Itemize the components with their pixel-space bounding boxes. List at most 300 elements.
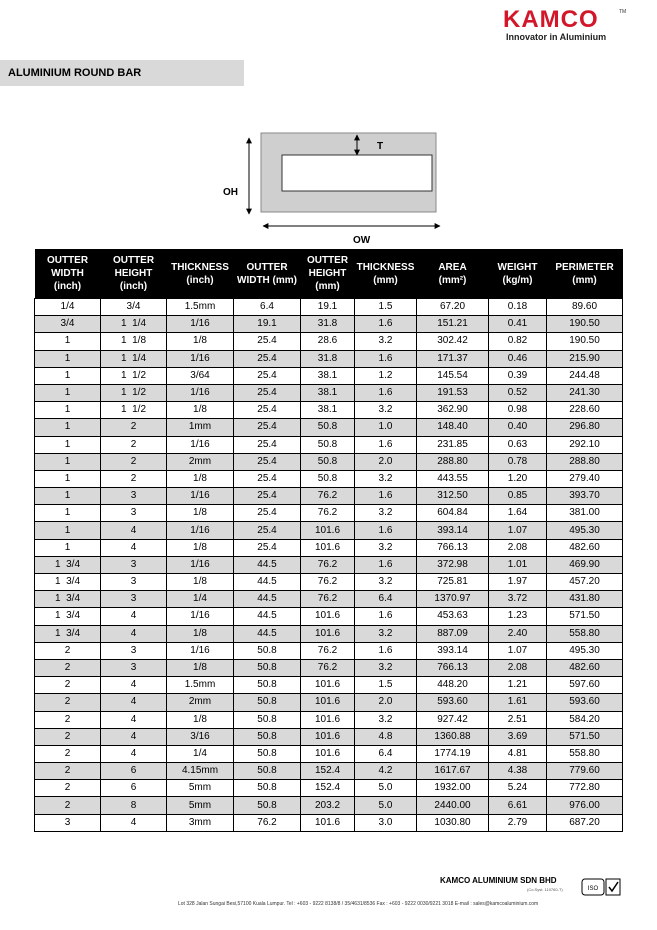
table-cell: 76.2 (301, 659, 355, 676)
table-row (35, 436, 623, 453)
table-cell: 1 1/4 (101, 316, 167, 333)
table-cell: 482.60 (547, 539, 623, 556)
column-header-line: OUTTER (306, 255, 349, 266)
table-cell: 1/16 (167, 436, 234, 453)
table-row (35, 728, 623, 745)
table-cell: 1/16 (167, 522, 234, 539)
table-cell: 312.50 (417, 488, 489, 505)
table-cell: 1/8 (167, 505, 234, 522)
table-cell: 25.4 (234, 384, 301, 401)
table-cell: 2.51 (489, 711, 547, 728)
table-cell: 593.60 (547, 694, 623, 711)
table-row (35, 608, 623, 625)
table-cell: 171.37 (417, 350, 489, 367)
table-cell: 101.6 (301, 608, 355, 625)
table-cell: 101.6 (301, 522, 355, 539)
table-cell: 1mm (167, 419, 234, 436)
table-cell: 50.8 (234, 694, 301, 711)
table-cell: 0.63 (489, 436, 547, 453)
table-cell: 1.20 (489, 470, 547, 487)
table-cell: 244.48 (547, 367, 623, 384)
table-cell: 4.8 (355, 728, 417, 745)
column-header-line: OUTTER (246, 261, 288, 273)
table-cell: 191.53 (417, 384, 489, 401)
table-cell: 1/4 (167, 745, 234, 762)
table-cell: 1.61 (489, 694, 547, 711)
table-row (35, 780, 623, 797)
table-cell: 0.85 (489, 488, 547, 505)
table-cell: 1.5mm (167, 677, 234, 694)
table-cell: 1/16 (167, 556, 234, 573)
table-cell: 89.60 (547, 299, 623, 316)
table-cell: 76.2 (234, 814, 301, 831)
table-row (35, 539, 623, 556)
table-cell: 3.2 (355, 711, 417, 728)
table-cell: 31.8 (301, 316, 355, 333)
certification-badge (581, 877, 621, 899)
table-cell: 1617.67 (417, 763, 489, 780)
column-header-line: AREA (438, 261, 467, 273)
table-cell: 1.01 (489, 556, 547, 573)
table-cell: 687.20 (547, 814, 623, 831)
column-header (417, 249, 489, 299)
column-header-line: HEIGHT (308, 268, 347, 279)
column-header (167, 249, 234, 299)
table-row (35, 316, 623, 333)
table-cell: 38.1 (301, 384, 355, 401)
table-cell: 3.2 (355, 539, 417, 556)
table-cell: 2 (35, 677, 101, 694)
table-cell: 4.15mm (167, 763, 234, 780)
table-cell: 76.2 (301, 574, 355, 591)
table-cell: 571.50 (547, 728, 623, 745)
table-row (35, 763, 623, 780)
table-cell: 3.2 (355, 625, 417, 642)
table-cell: 3mm (167, 814, 234, 831)
table-cell: 1 (35, 539, 101, 556)
table-cell: 50.8 (234, 797, 301, 814)
table-cell: 1.5 (355, 677, 417, 694)
table-cell: 44.5 (234, 625, 301, 642)
table-cell: 1/8 (167, 402, 234, 419)
table-row (35, 522, 623, 539)
table-cell: 604.84 (417, 505, 489, 522)
table-cell: 362.90 (417, 402, 489, 419)
table-cell: 25.4 (234, 453, 301, 470)
table-cell: 1.07 (489, 642, 547, 659)
table-cell: 2 (35, 659, 101, 676)
table-cell: 1.6 (355, 642, 417, 659)
table-cell: 148.40 (417, 419, 489, 436)
table-cell: 44.5 (234, 591, 301, 608)
table-cell: 3/64 (167, 367, 234, 384)
table-cell: 0.98 (489, 402, 547, 419)
table-cell: 25.4 (234, 522, 301, 539)
table-cell: 0.39 (489, 367, 547, 384)
table-row (35, 574, 623, 591)
outer-width-label: OW (353, 235, 371, 246)
table-cell: 772.80 (547, 780, 623, 797)
table-cell: 279.40 (547, 470, 623, 487)
table-cell: 3.2 (355, 505, 417, 522)
table-cell: 76.2 (301, 591, 355, 608)
table-cell: 296.80 (547, 419, 623, 436)
table-cell: 0.82 (489, 333, 547, 350)
table-cell: 4 (101, 522, 167, 539)
table-cell: 44.5 (234, 574, 301, 591)
page-title-bar (0, 60, 244, 86)
table-row (35, 453, 623, 470)
table-cell: 4 (101, 745, 167, 762)
table-cell: 571.50 (547, 608, 623, 625)
table-row (35, 488, 623, 505)
table-row (35, 642, 623, 659)
table-cell: 1 1/2 (101, 402, 167, 419)
column-header-line: THICKNESS (171, 261, 229, 273)
table-cell: 3 (101, 659, 167, 676)
table-cell: 25.4 (234, 470, 301, 487)
footer-registration: (Co.Syst. 110760-T) (527, 887, 563, 892)
table-cell: 1030.80 (417, 814, 489, 831)
table-cell: 2.40 (489, 625, 547, 642)
table-cell: 288.80 (417, 453, 489, 470)
table-cell: 4.81 (489, 745, 547, 762)
table-cell: 101.6 (301, 711, 355, 728)
table-cell: 1.6 (355, 316, 417, 333)
table-row (35, 384, 623, 401)
column-header-line: OUTTER (112, 255, 155, 266)
table-cell: 0.41 (489, 316, 547, 333)
table-cell: 101.6 (301, 539, 355, 556)
table-cell: 1.6 (355, 522, 417, 539)
table-row (35, 711, 623, 728)
table-cell: 288.80 (547, 453, 623, 470)
thickness-label: T (377, 141, 384, 152)
table-cell: 5mm (167, 780, 234, 797)
table-cell: 28.6 (301, 333, 355, 350)
table-cell: 101.6 (301, 625, 355, 642)
table-cell: 1 1/4 (101, 350, 167, 367)
table-cell: 372.98 (417, 556, 489, 573)
table-cell: 1 (35, 505, 101, 522)
table-cell: 1 3/4 (35, 574, 101, 591)
table-cell: 5.24 (489, 780, 547, 797)
table-cell: 152.4 (301, 763, 355, 780)
table-cell: 2.08 (489, 539, 547, 556)
table-cell: 766.13 (417, 539, 489, 556)
table-cell: 1.2 (355, 367, 417, 384)
table-cell: 1/4 (35, 299, 101, 316)
table-cell: 1 1/2 (101, 367, 167, 384)
table-row (35, 299, 623, 316)
table-cell: 0.40 (489, 419, 547, 436)
table-row (35, 694, 623, 711)
table-cell: 469.90 (547, 556, 623, 573)
table-cell: 38.1 (301, 402, 355, 419)
table-cell: 76.2 (301, 642, 355, 659)
table-cell: 0.52 (489, 384, 547, 401)
table-cell: 2 (35, 694, 101, 711)
table-cell: 302.42 (417, 333, 489, 350)
table-cell: 431.80 (547, 591, 623, 608)
table-cell: 4 (101, 728, 167, 745)
table-cell: 3.2 (355, 574, 417, 591)
table-cell: 151.21 (417, 316, 489, 333)
table-cell: 2mm (167, 453, 234, 470)
table-cell: 76.2 (301, 505, 355, 522)
table-cell: 887.09 (417, 625, 489, 642)
table-cell: 558.80 (547, 625, 623, 642)
table-cell: 927.42 (417, 711, 489, 728)
column-header-line: WIDTH (51, 268, 84, 279)
table-cell: 25.4 (234, 505, 301, 522)
table-cell: 2 (101, 453, 167, 470)
table-cell: 1.6 (355, 488, 417, 505)
table-row (35, 591, 623, 608)
table-cell: 3.2 (355, 659, 417, 676)
table-cell: 3 (101, 642, 167, 659)
table-cell: 3.2 (355, 402, 417, 419)
column-header-line: (mm) (572, 274, 597, 286)
table-cell: 3.72 (489, 591, 547, 608)
table-row (35, 505, 623, 522)
table-cell: 50.8 (301, 419, 355, 436)
table-cell: 2.0 (355, 453, 417, 470)
table-cell: 495.30 (547, 522, 623, 539)
table-row (35, 350, 623, 367)
table-cell: 2 (35, 780, 101, 797)
table-cell: 50.8 (234, 728, 301, 745)
column-header (547, 249, 623, 299)
table-cell: 3.2 (355, 333, 417, 350)
table-cell: 1.6 (355, 608, 417, 625)
table-cell: 101.6 (301, 745, 355, 762)
column-header-line: (kg/m) (502, 274, 533, 286)
table-cell: 1.6 (355, 556, 417, 573)
table-cell: 0.78 (489, 453, 547, 470)
table-cell: 203.2 (301, 797, 355, 814)
table-cell: 190.50 (547, 333, 623, 350)
table-cell: 3.69 (489, 728, 547, 745)
table-cell: 4 (101, 694, 167, 711)
table-cell: 1/8 (167, 539, 234, 556)
table-cell: 50.8 (234, 642, 301, 659)
table-cell: 1 (35, 367, 101, 384)
table-cell: 19.1 (234, 316, 301, 333)
table-cell: 5.0 (355, 780, 417, 797)
table-cell: 3 (101, 591, 167, 608)
table-cell: 1932.00 (417, 780, 489, 797)
badge-text: ISO (587, 886, 599, 892)
table-cell: 1 (35, 402, 101, 419)
table-cell: 145.54 (417, 367, 489, 384)
table-cell: 2.08 (489, 659, 547, 676)
table-cell: 443.55 (417, 470, 489, 487)
table-cell: 6.4 (234, 299, 301, 316)
table-row (35, 745, 623, 762)
logo-wordmark: KAMCO (503, 6, 599, 33)
column-header (301, 249, 355, 299)
table-cell: 1.6 (355, 436, 417, 453)
kamco-logo (503, 6, 628, 46)
table-cell: 1 (35, 522, 101, 539)
table-cell: 593.60 (417, 694, 489, 711)
table-cell: 25.4 (234, 350, 301, 367)
table-cell: 4 (101, 625, 167, 642)
table-cell: 482.60 (547, 659, 623, 676)
table-cell: 4.2 (355, 763, 417, 780)
table-cell: 6.61 (489, 797, 547, 814)
footer-address: Lot 328 Jalan Sungai Besi,57100 Kuala Lumpur. Tel : +603 - 9222 8138/8 / 35/4631/8536 Fax : +603 - 9222 0030/9221 3018 E-mail : sales@kamcoaluminium.com (178, 901, 539, 907)
table-cell: 976.00 (547, 797, 623, 814)
table-cell: 5.0 (355, 797, 417, 814)
table-cell: 1/8 (167, 711, 234, 728)
table-cell: 3 (101, 556, 167, 573)
table-cell: 1 (35, 453, 101, 470)
column-header-line: (mm) (315, 281, 340, 292)
table-cell: 1 1/8 (101, 333, 167, 350)
table-cell: 44.5 (234, 556, 301, 573)
table-cell: 1/16 (167, 350, 234, 367)
footer-company: KAMCO ALUMINIUM SDN BHD (440, 876, 557, 885)
table-cell: 1/16 (167, 488, 234, 505)
table-cell: 1/16 (167, 384, 234, 401)
table-cell: 1/16 (167, 642, 234, 659)
table-cell: 2 (35, 728, 101, 745)
table-cell: 3/4 (101, 299, 167, 316)
table-cell: 1/16 (167, 608, 234, 625)
table-cell: 1.6 (355, 350, 417, 367)
table-cell: 3.0 (355, 814, 417, 831)
table-cell: 1.07 (489, 522, 547, 539)
column-header-line: HEIGHT (114, 268, 153, 279)
table-cell: 101.6 (301, 677, 355, 694)
table-cell: 2.79 (489, 814, 547, 831)
table-cell: 228.60 (547, 402, 623, 419)
column-header (234, 249, 301, 299)
table-cell: 1 (35, 419, 101, 436)
table-cell: 50.8 (234, 659, 301, 676)
table-cell: 6 (101, 763, 167, 780)
column-header-line: OUTTER (46, 255, 89, 266)
table-cell: 1 3/4 (35, 591, 101, 608)
table-cell: 2440.00 (417, 797, 489, 814)
table-cell: 1 3/4 (35, 608, 101, 625)
table-cell: 31.8 (301, 350, 355, 367)
table-cell: 779.60 (547, 763, 623, 780)
table-cell: 1.5mm (167, 299, 234, 316)
table-cell: 50.8 (234, 677, 301, 694)
table-cell: 25.4 (234, 402, 301, 419)
table-cell: 2 (35, 642, 101, 659)
profile-diagram (220, 128, 450, 246)
logo-tagline: Innovator in Aluminium (506, 32, 607, 42)
column-header-line: WIDTH (mm) (237, 274, 297, 286)
table-row (35, 797, 623, 814)
table-cell: 292.10 (547, 436, 623, 453)
table-cell: 1/8 (167, 470, 234, 487)
column-header-line: (mm²) (438, 274, 467, 286)
table-cell: 1.64 (489, 505, 547, 522)
table-cell: 3/16 (167, 728, 234, 745)
table-row (35, 677, 623, 694)
column-header (101, 249, 167, 299)
table-cell: 448.20 (417, 677, 489, 694)
table-row (35, 419, 623, 436)
table-cell: 190.50 (547, 316, 623, 333)
column-header-line: THICKNESS (356, 261, 415, 273)
table-cell: 50.8 (234, 745, 301, 762)
table-cell: 2 (35, 797, 101, 814)
table-cell: 1/8 (167, 574, 234, 591)
trademark-mark: TM (619, 9, 627, 15)
table-cell: 1 (35, 470, 101, 487)
table-cell: 3.2 (355, 470, 417, 487)
column-header-line: (inch) (186, 274, 214, 286)
table-cell: 4 (101, 814, 167, 831)
table-cell: 3 (101, 505, 167, 522)
table-cell: 25.4 (234, 539, 301, 556)
table-cell: 597.60 (547, 677, 623, 694)
table-row (35, 625, 623, 642)
table-cell: 0.18 (489, 299, 547, 316)
table-cell: 4 (101, 711, 167, 728)
table-cell: 766.13 (417, 659, 489, 676)
table-cell: 25.4 (234, 419, 301, 436)
table-cell: 50.8 (234, 780, 301, 797)
table-cell: 25.4 (234, 488, 301, 505)
page-title: ALUMINIUM ROUND BAR (8, 67, 142, 79)
table-cell: 3/4 (35, 316, 101, 333)
profile-inner (282, 155, 432, 191)
table-cell: 1/8 (167, 333, 234, 350)
column-header-line: (mm) (373, 274, 398, 286)
table-cell: 50.8 (234, 763, 301, 780)
column-header (35, 249, 101, 299)
column-header-line: WEIGHT (497, 261, 538, 273)
table-cell: 457.20 (547, 574, 623, 591)
table-cell: 1774.19 (417, 745, 489, 762)
table-header-row (35, 249, 623, 299)
table-cell: 393.70 (547, 488, 623, 505)
table-cell: 2mm (167, 694, 234, 711)
table-cell: 25.4 (234, 436, 301, 453)
table-cell: 2 (35, 763, 101, 780)
table-cell: 1/8 (167, 659, 234, 676)
table-row (35, 814, 623, 831)
table-cell: 1360.88 (417, 728, 489, 745)
table-cell: 1/8 (167, 625, 234, 642)
table-cell: 725.81 (417, 574, 489, 591)
table-cell: 8 (101, 797, 167, 814)
table-cell: 1 (35, 350, 101, 367)
column-header-line: PERIMETER (555, 261, 614, 273)
column-header (355, 249, 417, 299)
table-cell: 1.6 (355, 384, 417, 401)
table-row (35, 470, 623, 487)
table-cell: 1 (35, 488, 101, 505)
table-cell: 76.2 (301, 556, 355, 573)
table-cell: 50.8 (301, 453, 355, 470)
table-cell: 241.30 (547, 384, 623, 401)
table-cell: 2 (101, 436, 167, 453)
table-row (35, 367, 623, 384)
table-cell: 25.4 (234, 333, 301, 350)
table-cell: 152.4 (301, 780, 355, 797)
table-cell: 393.14 (417, 642, 489, 659)
table-cell: 101.6 (301, 814, 355, 831)
table-row (35, 556, 623, 573)
